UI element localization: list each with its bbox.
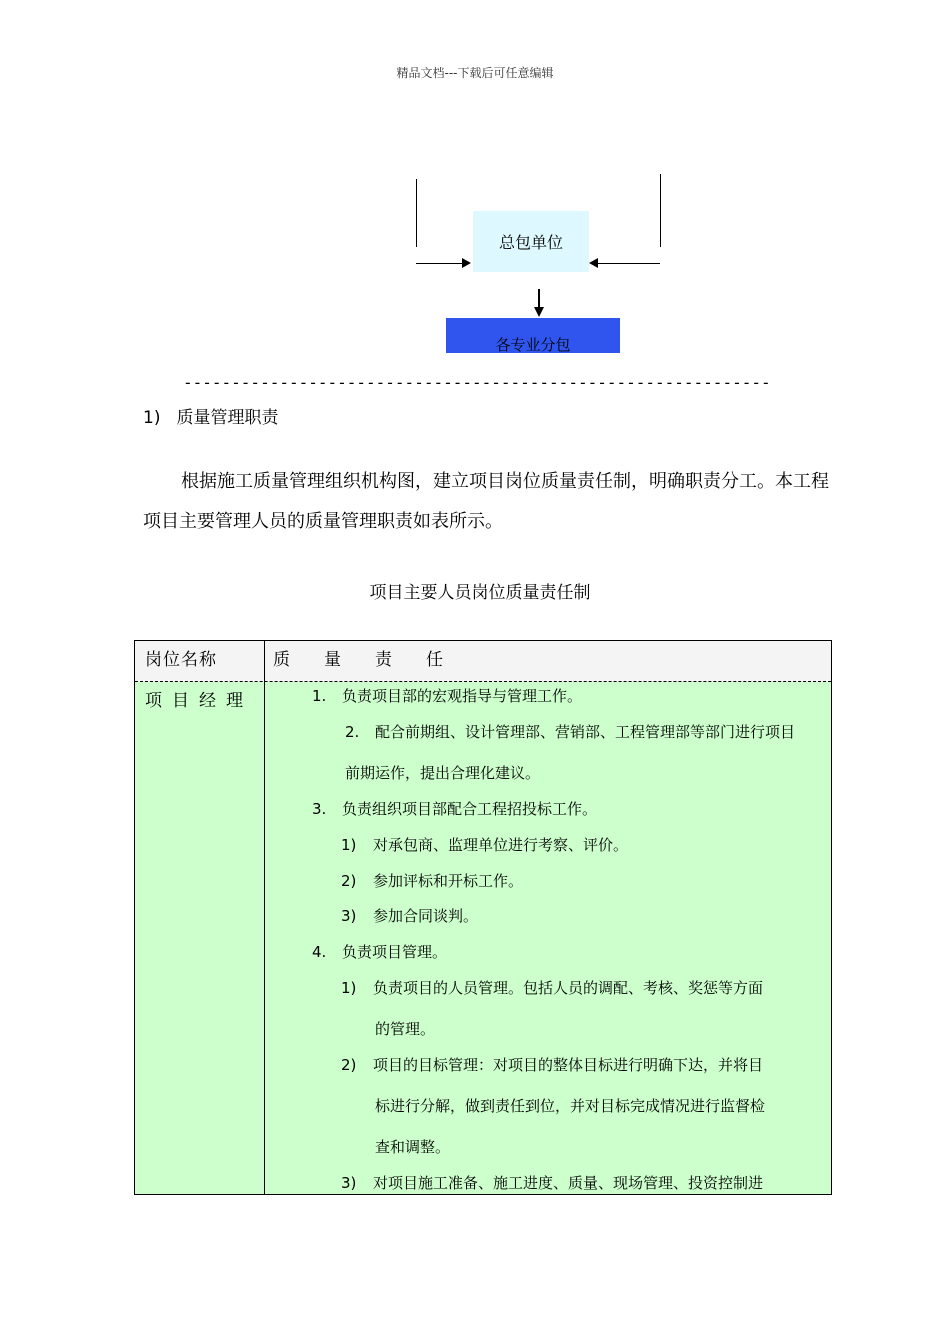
responsibility-line [312,942,447,962]
left-arrow-line [416,263,463,264]
subcontractors-box [446,318,620,353]
subcontractors-label: 各专业分包 [495,336,571,354]
general-contractor-label: 总包单位 [498,233,563,252]
line-number: 2) [341,1056,357,1074]
responsibility-line [375,1019,435,1039]
line-text: 负责项目部的宏观指导与管理工作。 [342,687,583,705]
line-number: 3) [341,907,357,925]
responsibility-line [341,906,478,926]
responsibility-line [345,722,795,742]
line-text: 标进行分解，做到责任到位，并对目标完成情况进行监督检 [375,1097,766,1115]
line-text: 负责项目的人员管理。包括人员的调配、考核、奖惩等方面 [373,979,764,997]
line-text: 负责组织项目部配合工程招投标工作。 [342,800,598,818]
table-header-row [135,641,831,682]
header-responsibility [273,645,477,670]
header-role: 岗位名称 [145,650,217,670]
table-body-row [135,682,831,1194]
line-text: 的管理。 [375,1020,436,1038]
right-arrow-line [598,263,660,264]
line-text: 前期运作，提出合理化建议。 [345,764,541,782]
right-vertical-line [660,174,661,247]
left-vertical-line [416,179,417,247]
down-arrow-icon [534,307,544,317]
header-char: 任 [426,650,443,670]
section-heading [143,403,278,428]
responsibility-line [312,799,597,819]
body-paragraph: 根据施工质量管理组织机构图，建立项目岗位质量责任制，明确职责分工。本工程项目主要管理人员的质量管理职责如表所示。 [143,471,829,532]
line-text: 参加合同谈判。 [373,907,479,925]
responsibility-line [341,1055,763,1075]
column-separator [264,641,265,1194]
responsibility-line [341,835,628,855]
responsibility-line [341,978,763,998]
responsibility-line [341,871,523,891]
line-text: 配合前期组、设计管理部、营销部、工程管理部等部门进行项目 [375,723,796,741]
header-char: 量 [324,650,341,670]
general-contractor-box [473,211,589,272]
responsibility-table [134,640,832,1195]
section-number: 1) [143,408,161,428]
header-char: 质 [273,650,290,670]
line-text: 负责项目管理。 [342,943,448,961]
right-arrow-icon [462,258,471,268]
responsibility-line [341,1173,763,1193]
table-title: 项目主要人员岗位质量责任制 [369,583,591,603]
line-text: 参加评标和开标工作。 [373,872,524,890]
left-arrow-icon [589,258,598,268]
line-number: 2. [345,723,360,741]
line-text: 查和调整。 [375,1138,451,1156]
responsibility-line [345,763,540,783]
line-text: 项目的目标管理：对项目的整体目标进行明确下达，并将目 [373,1056,764,1074]
line-number: 2) [341,872,357,890]
header-char: 责 [375,650,392,670]
line-number: 1) [341,836,357,854]
line-number: 3) [341,1174,357,1192]
responsibility-line [312,686,582,706]
line-number: 1. [312,687,327,705]
line-number: 4. [312,943,327,961]
responsibility-line [375,1096,765,1116]
dashed-separator: ------------------------------------------------------------- [183,376,771,390]
section-title: 质量管理职责 [176,408,279,428]
line-text: 对项目施工准备、施工进度、质量、现场管理、投资控制进 [373,1174,764,1192]
down-arrow-line [538,289,540,309]
line-text: 对承包商、监理单位进行考察、评价。 [373,836,629,854]
responsibility-line [375,1137,450,1157]
line-number: 3. [312,800,327,818]
page-header: 精品文档---下载后可任意编辑 [396,66,554,80]
line-number: 1) [341,979,357,997]
role-cell: 项目经理 [145,691,253,711]
